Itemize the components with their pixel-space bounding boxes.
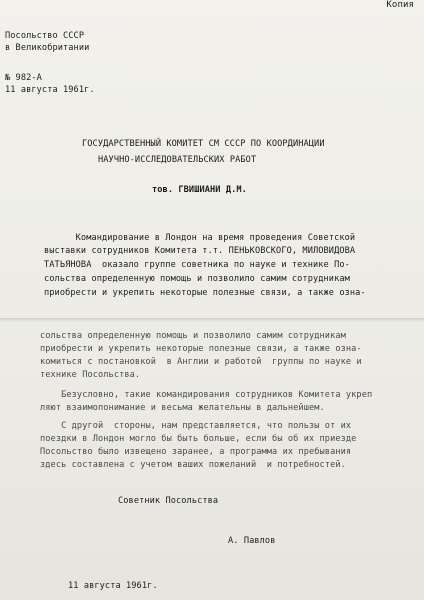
document-number: № 982-А	[5, 73, 42, 83]
document-date: 11 августа 1961г.	[5, 85, 95, 95]
overlay-line-8: поездки в Лондон могло бы быть больше, если бы об их приезде	[40, 434, 357, 444]
body-line-5: приобрести и укрепить некоторые полезные связи, а также озна-	[44, 288, 366, 298]
overlay-line-9: Посольство было извещено заранее, а программа их пребывания	[40, 447, 352, 457]
footer-date: 11 августа 1961г.	[68, 581, 158, 591]
overlay-line-4: технике Посольства.	[40, 370, 141, 380]
addressee-name: тов. ГВИШИАНИ Д.М.	[152, 185, 247, 195]
copy-stamp: Копия	[386, 0, 414, 10]
sender-line-2: в Великобритании	[5, 43, 90, 53]
signature-title: Советник Посольства	[118, 496, 219, 506]
overlay-line-5: Безусловно, такие командирования сотрудников Комитета укреп	[40, 390, 373, 400]
page-fold-shadow	[0, 318, 424, 322]
sender-line-1: Посольство СССР	[5, 31, 85, 41]
body-line-1: Командирование в Лондон на время проведения Советской	[44, 233, 356, 243]
overlay-line-6: ляют взаимопонимание и весьма желательны в дальнейшем.	[40, 403, 325, 413]
body-line-3: ТАТЬЯНОВА оказало группе советника по науке и технике По-	[44, 260, 350, 270]
body-line-2: выставки сотрудников Комитета т.т. ПЕНЬКОВСКОГО, МИЛОВИДОВА	[44, 246, 356, 256]
addressee-line-1: ГОСУДАРСТВЕННЫЙ КОМИТЕТ СМ СССР ПО КООРДИНАЦИИ	[82, 139, 325, 149]
signature-name: А. Павлов	[228, 536, 276, 546]
addressee-line-2: НАУЧНО-ИССЛЕДОВАТЕЛЬСКИХ РАБОТ	[98, 155, 257, 165]
overlay-line-3: комиться с постановкой в Англии и работой группы по науке и	[40, 357, 362, 367]
body-line-4: сольства определенную помощь и позволило самим сотрудникам	[44, 274, 350, 284]
overlay-line-10: здесь составлена с учетом ваших пожеланий и потребностей.	[40, 460, 346, 470]
overlay-line-7: С другой стороны, нам представляется, что пользы от их	[40, 421, 352, 431]
overlay-line-1: сольства определенную помощь и позволило самим сотрудникам	[40, 331, 346, 341]
overlay-line-2: приобрести и укрепить некоторые полезные связи, а также озна-	[40, 344, 362, 354]
